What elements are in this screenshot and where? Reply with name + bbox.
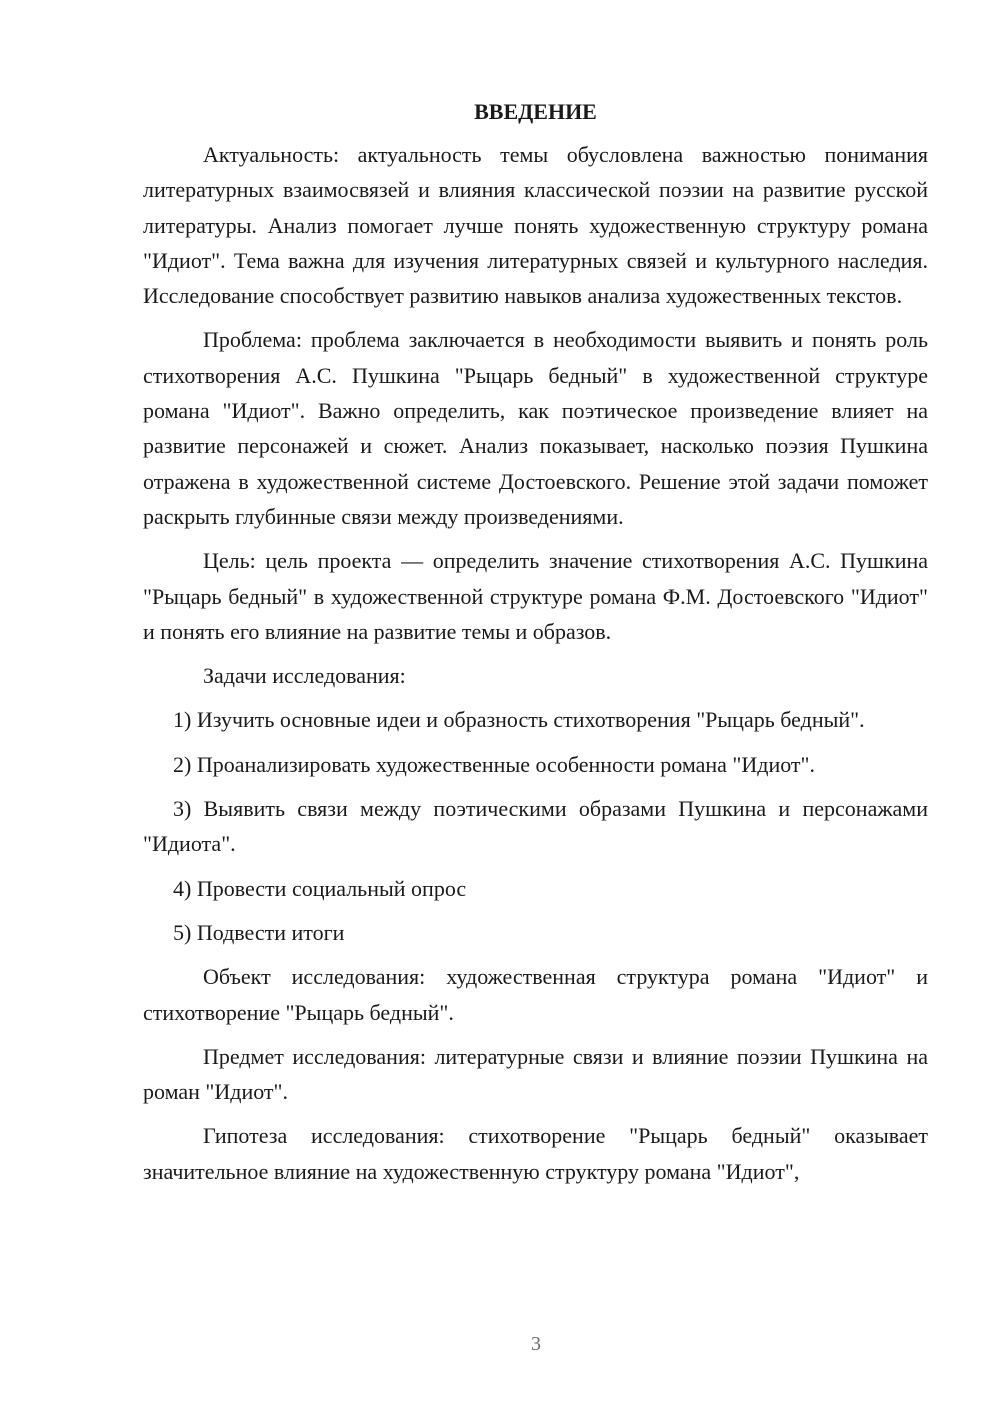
- list-item: 1) Изучить основные идеи и образность стихотворения "Рыцарь бедный".: [173, 707, 865, 733]
- list-item: 2) Проанализировать художественные особенности романа "Идиот".: [173, 751, 816, 777]
- page-number: 3: [531, 1333, 541, 1355]
- problem-paragraph: Проблема: проблема заключается в необходимости выявить и понять роль стихотворения А.С. Пушкина "Рыцарь бедный" в художественной структуре романа "Идиот". Важно определить, как поэтическое произведение влияет на развитие персонажей и сюжет. Анализ показывает, насколько поэзия Пушкина отражена в художественной системе Достоевского. Решение этой задачи поможет раскрыть глубинные связи между произведениями.: [143, 327, 928, 529]
- tasks-list: [143, 702, 928, 950]
- subject-paragraph: Предмет исследования: литературные связи и влияние поэзии Пушкина на роман "Идиот".: [143, 1043, 928, 1105]
- tasks-title: Задачи исследования:: [203, 663, 406, 689]
- list-item: 5) Подвести итоги: [173, 919, 345, 945]
- hypothesis-paragraph: Гипотеза исследования: стихотворение "Рыцарь бедный" оказывает значительное влияние на художественную структуру романа "Идиот",: [143, 1123, 928, 1184]
- document-page: [143, 94, 928, 1198]
- object-paragraph: Объект исследования: художественная структура романа "Идиот" и стихотворение "Рыцарь бедный".: [143, 964, 928, 1025]
- section-heading: ВВЕДЕНИЕ: [474, 99, 597, 124]
- list-item: 3) Выявить связи между поэтическими образами Пушкина и персонажами "Идиота".: [143, 796, 928, 857]
- goal-paragraph: Цель: цель проекта — определить значение стихотворения А.С. Пушкина "Рыцарь бедный" в художественной структуре романа Ф.М. Достоевского "Идиот" и понять его влияние на развитие темы и образов.: [143, 548, 928, 644]
- list-item: 4) Провести социальный опрос: [173, 875, 467, 901]
- relevance-paragraph: Актуальность: актуальность темы обусловлена важностью понимания литературных взаимосвязей и влияния классической поэзии на развитие русской литературы. Анализ помогает лучше понять художественную структуру романа "Идиот". Тема важна для изучения литературных связей и культурного наследия. Исследование способствует развитию навыков анализа художественных текстов.: [143, 142, 928, 309]
